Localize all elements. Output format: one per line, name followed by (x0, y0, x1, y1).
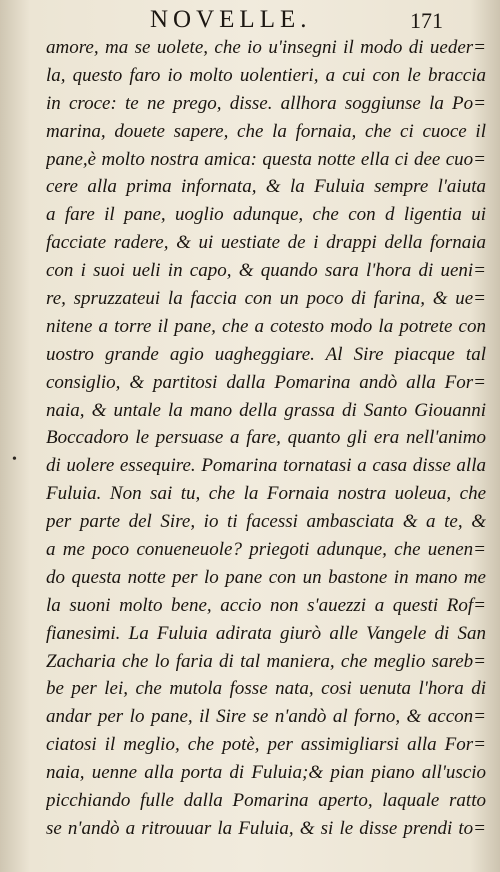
text-line: do questa notte per lo pane con un bastone in mano me (46, 566, 486, 588)
running-head: NOVELLE. (150, 6, 312, 33)
text-line: fianesimi. La Fuluia adirata giurò alle Vangele di San (46, 622, 486, 644)
text-line: Boccadoro le persuase a fare, quanto gli era nell'animo (46, 427, 486, 449)
text-line: a me poco conueneuole? priegoti adunque, che uenen= (46, 539, 486, 561)
text-line: con i suoi ueli in capo, & quando sara l'hora di ueni= (46, 260, 486, 282)
body-text (46, 34, 486, 843)
text-line: andar per lo pane, il Sire se n'andò al forno, & accon= (46, 706, 486, 728)
text-line: consiglio, & partitosi dalla Pomarina andò alla For= (46, 371, 486, 393)
page-number: 171 (410, 8, 443, 33)
text-line: la suoni molto bene, accio non s'auezzi a questi Rof= (46, 594, 486, 616)
text-line: in croce: te ne prego, disse. allhora soggiunse la Po= (46, 92, 486, 114)
text-line: nitene a torre il pane, che a cotesto modo la potrete con (46, 315, 486, 337)
text-line: uostro grande agio uagheggiare. Al Sire piacque tal (46, 343, 486, 365)
text-line: facciate radere, & ui uestiate de i drappi della fornaia (46, 232, 486, 254)
text-line: di uolere essequire. Pomarina tornatasi a casa disse alla (46, 455, 486, 477)
text-line: a fare il pane, uoglio adunque, che con d ligentia ui (46, 204, 486, 226)
text-line: pane,è molto nostra amica: questa notte ella ci dee cuo= (46, 148, 486, 170)
text-line: la, questo faro io molto uolentieri, a cui con le braccia (46, 64, 486, 86)
text-line: se n'andò a ritrouuar la Fuluia, & si le disse prendi to= (46, 817, 486, 839)
text-line: marina, douete sapere, che la fornaia, che ci cuoce il (46, 120, 486, 142)
text-line: amore, ma se uolete, che io u'insegni il modo di ueder= (46, 37, 486, 58)
text-line: re, spruzzateui la faccia con un poco di farina, & ue= (46, 288, 486, 310)
text-line: picchiando fulle dalla Pomarina aperto, laquale ratto (46, 790, 486, 812)
text-line: naia, uenne alla porta di Fuluia;& pian piano all'uscio (46, 762, 486, 784)
text-line: cere alla prima infornata, & la Fuluia sempre l'aiuta (46, 176, 486, 198)
text-line: be per lei, che mutola fosse nata, cosi uenuta l'hora di (46, 678, 486, 700)
text-line: Fuluia. Non sai tu, che la Fornaia nostra uoleua, che (46, 483, 486, 505)
text-line: naia, & untale la mano della grassa di Santo Giouanni (46, 399, 486, 421)
text-line: per parte del Sire, io ti facessi ambasciata & a te, & (46, 511, 486, 533)
margin-mark: • (12, 452, 17, 467)
text-line: ciatosi il meglio, che potè, per assimigliarsi alla For= (46, 734, 486, 756)
text-line: Zacharia che lo faria di tal maniera, che meglio sareb= (46, 650, 486, 672)
